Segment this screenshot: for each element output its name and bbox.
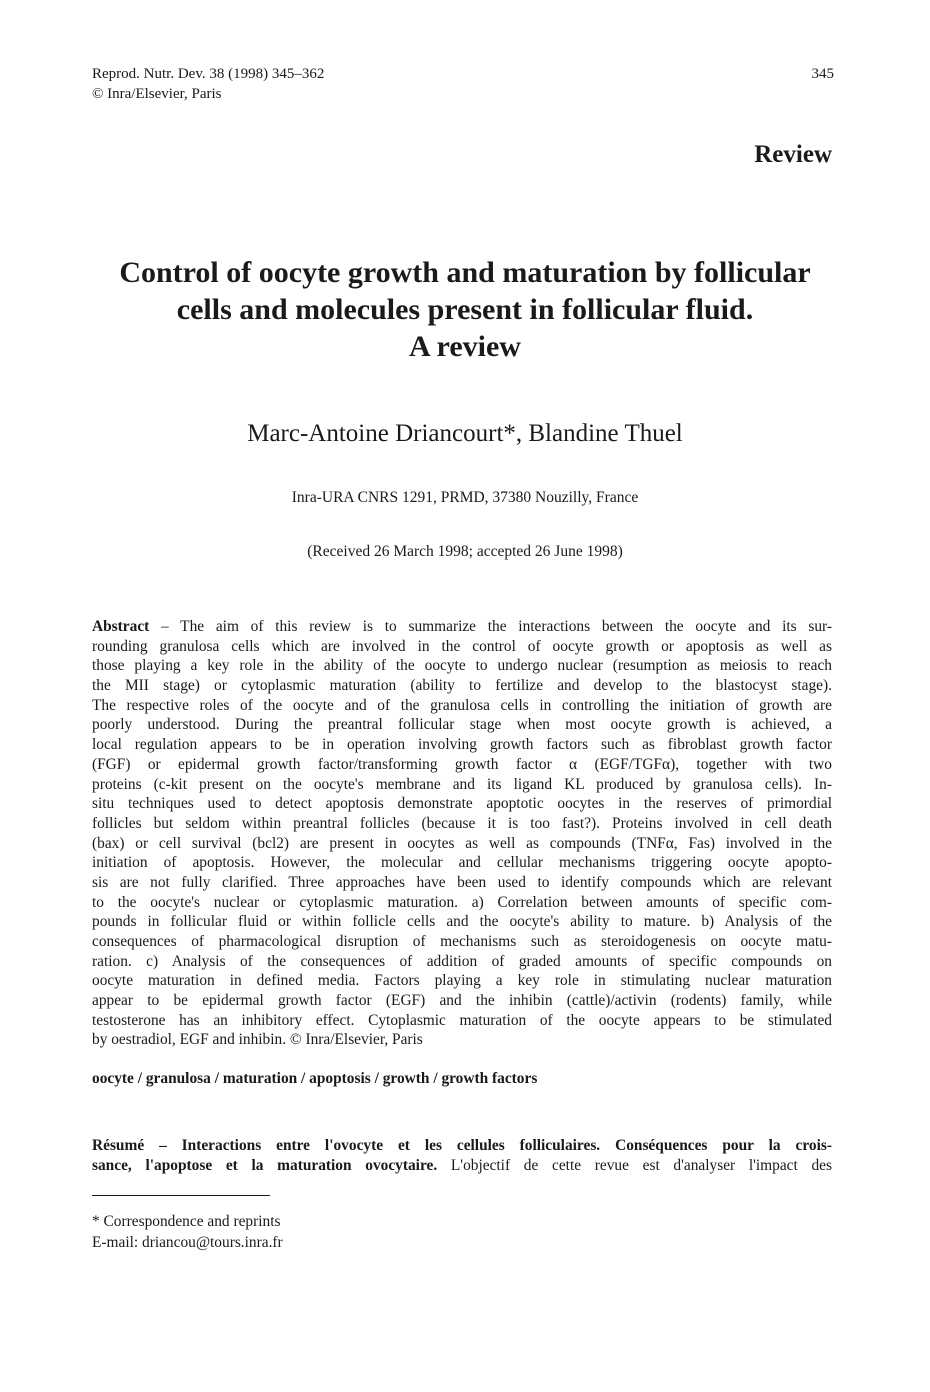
resume-title-end: sance, l'apoptose et la maturation ovocytaire. [92,1157,438,1174]
abstract-line: the MII stage) or cytoplasmic maturation (ability to fertilize and develop to the blastocyst stage). [92,677,832,695]
abstract-line: (FGF) or epidermal growth factor/transforming growth factor α (EGF/TGFα), together with two [92,755,832,773]
abstract-line [92,617,832,637]
abstract-line: to the oocyte's nuclear or cytoplasmic maturation. a) Correlation between amounts of specific com- [92,893,832,911]
abstract-line: follicles but seldom within preantral follicles (because it is too fast?). Proteins involved in cell death [92,814,832,832]
abstract-line: situ techniques used to detect apoptosis demonstrate apoptotic oocytes in the reserves of primordial [92,795,832,813]
abstract-line: rounding granulosa cells which are involved in the control of oocyte growth or apoptosis as well as [92,637,832,655]
abstract-line: by oestradiol, EGF and inhibin. © Inra/Elsevier, Paris [92,1031,423,1049]
resume-text: L'objectif de cette revue est d'analyser l'impact des [437,1157,832,1174]
abstract-line: ration. c) Analysis of the consequences of addition of graded amounts of specific compounds on [92,952,832,970]
keywords: oocyte / granulosa / maturation / apoptosis / growth / growth factors [92,1070,538,1087]
page-number: 345 [811,66,834,82]
journal-citation: Reprod. Nutr. Dev. 38 (1998) 345–362 [92,66,325,82]
abstract-line: consequences of pharmacological disruption of mechanisms such as steroidogenesis on oocyte matu- [92,933,832,950]
resume-line [92,1156,832,1176]
section-label: Review [754,141,832,168]
resume [92,1136,832,1176]
abstract [92,617,832,1050]
footnote [92,1211,283,1253]
article-title [92,254,838,365]
email-address: E-mail: driancou@tours.inra.fr [92,1234,283,1251]
affiliation: Inra-URA CNRS 1291, PRMD, 37380 Nouzilly, France [291,489,639,506]
title-line: Control of oocyte growth and maturation by follicular [119,256,811,289]
title-line: cells and molecules present in follicular fluid. [176,293,754,326]
publisher-line: © Inra/Elsevier, Paris [92,86,222,102]
abstract-line: those playing a key role in the ability of the oocyte to undergo nuclear (resumption as meiosis to reach [92,657,832,675]
abstract-line: (bax) or cell survival (bcl2) are present in oocytes as well as compounds (TNFα, Fas) involved in the [92,834,832,852]
abstract-line: pounds in follicular fluid or within follicle cells and the oocyte's ability to mature. b) Analysis of the [92,913,832,931]
abstract-line: initiation of apoptosis. However, the molecular and cellular mechanisms triggering oocyte apopto- [92,854,832,872]
abstract-label: Abstract [92,618,150,635]
abstract-line: sis are not fully clarified. Three approaches have been used to identify compounds which are relevant [92,873,832,891]
abstract-line: The respective roles of the oocyte and of the granulosa cells in controlling the initiation of growth are [92,696,832,714]
abstract-line: testosterone has an inhibitory effect. Cytoplasmic maturation of the oocyte appears to be stimulated [92,1011,832,1029]
received-dates: (Received 26 March 1998; accepted 26 June 1998) [307,543,623,560]
abstract-line: poorly understood. During the preantral follicular stage when most oocyte growth is achieved, a [92,716,832,734]
abstract-line: oocyte maturation in defined media. Factors playing a key role in stimulating nuclear maturation [92,972,832,990]
author-list: Marc-Antoine Driancourt*, Blandine Thuel [247,420,683,447]
abstract-line: appear to be epidermal growth factor (EGF) and the inhibin (cattle)/activin (rodents) family, while [92,992,832,1010]
journal-header [92,64,324,104]
abstract-line: local regulation appears to be in operation involving growth factors such as fibroblast growth factor [92,736,832,754]
title-line: A review [409,330,521,363]
abstract-line: proteins (c-kit present on the oocyte's membrane and its ligand KL produced by granulosa cells). In- [92,775,832,793]
abstract-first-line: – The aim of this review is to summarize the interactions between the oocyte and its sur- [149,618,832,635]
resume-title-line: Résumé – Interactions entre l'ovocyte et les cellules folliculaires. Conséquences pour la crois- [92,1137,832,1154]
correspondence-note: * Correspondence and reprints [92,1213,281,1230]
footnote-divider [92,1195,270,1196]
